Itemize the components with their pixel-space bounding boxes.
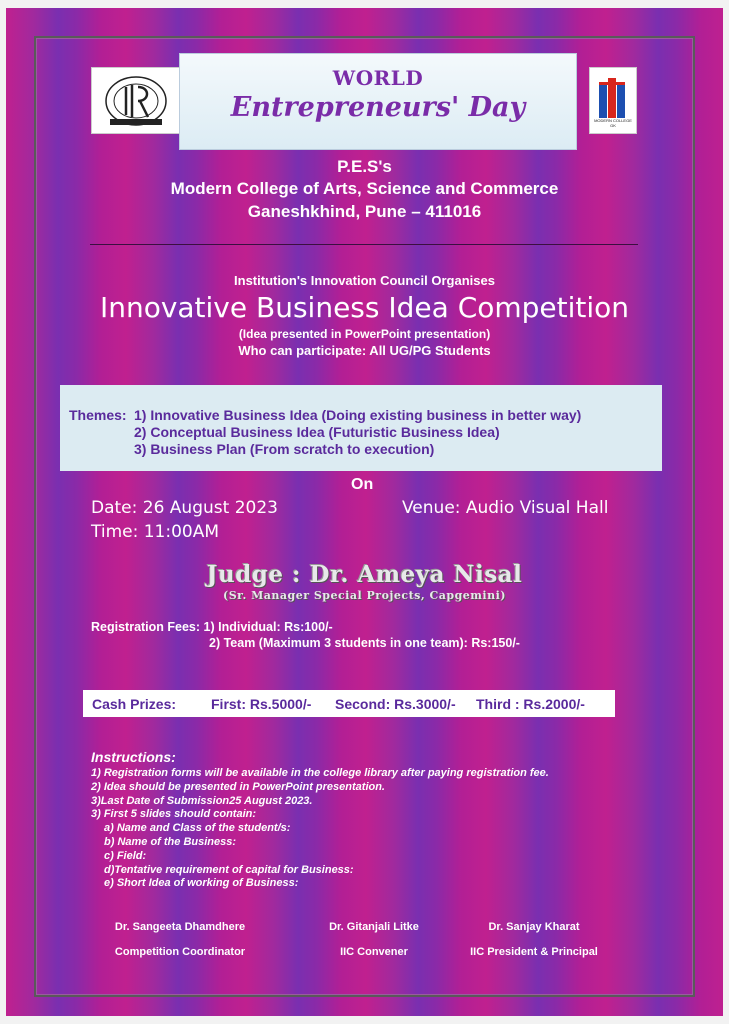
theme-item: 1) Innovative Business Idea (Doing existing business in better way) <box>134 407 582 423</box>
third-prize: Third : Rs.2000/- <box>476 696 585 712</box>
world-text: WORLD <box>332 66 424 90</box>
organiser-text: Institution's Innovation Council Organises <box>234 273 495 288</box>
college-building-icon <box>595 74 631 118</box>
modern-college-logo <box>589 67 637 134</box>
signatory-name: Dr. Gitanjali Litke <box>329 921 419 933</box>
on-text: On <box>351 476 374 493</box>
theme-item: 3) Business Plan (From scratch to execution) <box>134 441 435 457</box>
judge-designation: (Sr. Manager Special Projects, Capgemini) <box>223 589 506 602</box>
divider <box>90 244 638 245</box>
instructions-heading: Instructions: <box>91 749 176 765</box>
theme-item: 2) Conceptual Business Idea (Futuristic Business Idea) <box>134 424 500 440</box>
judge-name: Judge : Dr. Ameya Nisal <box>206 561 523 588</box>
cash-prizes-label: Cash Prizes: <box>92 696 177 712</box>
institution-line-1: P.E.S's <box>337 157 392 176</box>
registration-fee-individual: Registration Fees: 1) Individual: Rs:100/- <box>91 620 333 634</box>
college-logo-caption: MODERN COLLEGE GK <box>594 117 632 128</box>
presentation-note: (Idea presented in PowerPoint presentation) <box>238 327 491 341</box>
signatory-name: Dr. Sangeeta Dhamdhere <box>114 921 246 933</box>
registration-fee-team: 2) Team (Maximum 3 students in one team): Rs:150/- <box>209 636 520 650</box>
instruction-subitem: b) Name of the Business: <box>104 836 237 848</box>
institution-address: Ganeshkhind, Pune – 411016 <box>247 202 482 221</box>
signatory-name: Dr. Sanjay Kharat <box>488 921 580 933</box>
second-prize: Second: Rs.3000/- <box>335 696 456 712</box>
instruction-subitem: c) Field: <box>104 850 147 862</box>
instruction-item: 2) Idea should be presented in PowerPoint presentation. <box>91 781 385 793</box>
signatory-role: Competition Coordinator <box>114 946 246 958</box>
first-prize: First: Rs.5000/- <box>211 696 312 712</box>
instruction-item: 1) Registration forms will be available in the college library after paying registration fee. <box>91 767 549 779</box>
participants-text: Who can participate: All UG/PG Students <box>238 343 491 358</box>
instruction-subitem: a) Name and Class of the student/s: <box>104 822 291 834</box>
entrepreneurs-day-text: Entrepreneurs' Day <box>230 92 526 123</box>
pes-emblem-icon <box>96 71 176 131</box>
instruction-subitem: e) Short Idea of working of Business: <box>104 877 299 889</box>
event-venue: Venue: Audio Visual Hall <box>402 498 609 518</box>
signatory-role: IIC President & Principal <box>470 946 598 958</box>
themes-label: Themes: <box>69 407 127 423</box>
event-title-banner <box>179 53 577 150</box>
instruction-subitem: d)Tentative requirement of capital for Business: <box>104 864 354 876</box>
event-time: Time: 11:00AM <box>91 522 220 542</box>
competition-title: Innovative Business Idea Competition <box>99 291 630 324</box>
instruction-item: 3) First 5 slides should contain: <box>91 808 257 820</box>
event-date: Date: 26 August 2023 <box>91 498 278 518</box>
themes-box <box>60 385 662 471</box>
signatory-role: IIC Convener <box>340 946 408 958</box>
instruction-item: 3)Last Date of Submission25 August 2023. <box>91 795 313 807</box>
institution-name: Modern College of Arts, Science and Commerce <box>170 179 559 198</box>
cash-prizes-box <box>83 690 615 717</box>
pes-logo <box>91 67 180 134</box>
